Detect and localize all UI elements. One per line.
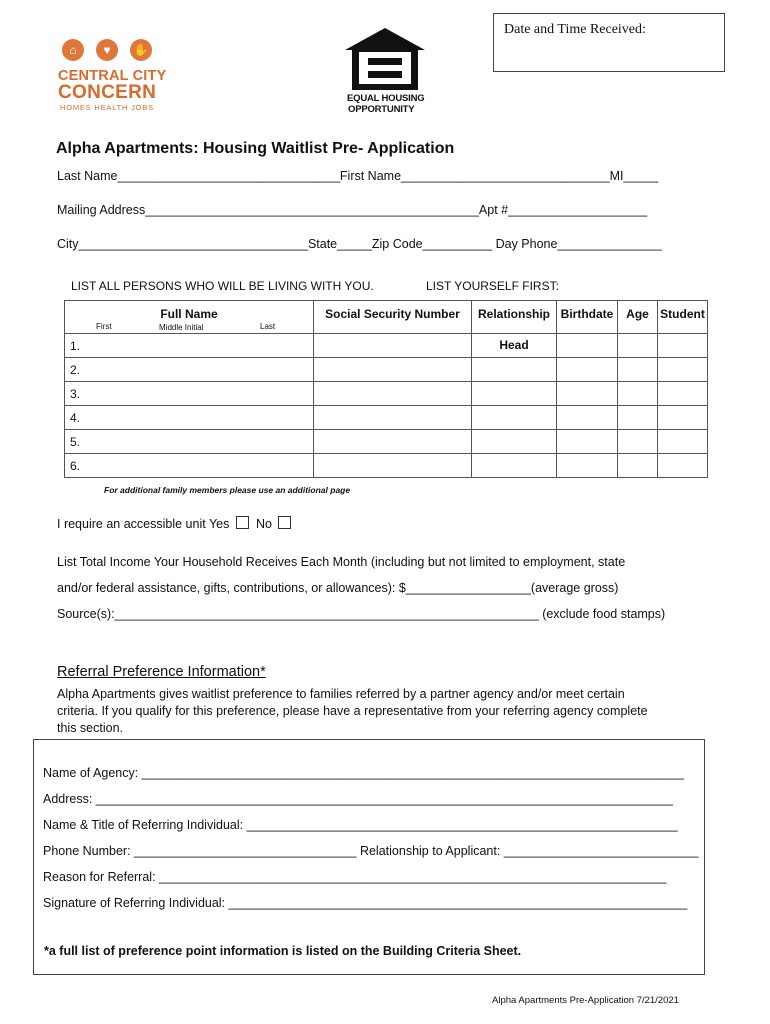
city-state-zip-phone-line[interactable]: City_________________________________State_____Zip Code__________ Day Phone_______________ [57, 237, 662, 251]
table-row [65, 358, 708, 382]
birthdate-cell[interactable] [557, 382, 618, 406]
last-name-subheader: Last [260, 322, 276, 331]
row-number-cell[interactable]: 4. [65, 406, 314, 430]
birthdate-header: Birthdate [557, 301, 618, 334]
accessible-no-checkbox[interactable] [278, 516, 291, 529]
relationship-cell[interactable] [472, 454, 557, 478]
age-cell[interactable] [618, 358, 658, 382]
accessible-no-label: No [256, 517, 272, 531]
row-number-cell[interactable]: 3. [65, 382, 314, 406]
student-cell[interactable] [658, 382, 708, 406]
heart-icon: ♥ [96, 39, 118, 61]
home-icon: ⌂ [62, 39, 84, 61]
full-name-header [65, 301, 314, 334]
referral-para-line2: criteria. If you qualify for this preference, please have a representative from your referring agency complete [57, 704, 648, 718]
date-received-label: Date and Time Received: [504, 22, 646, 37]
agency-address-line[interactable]: Address: ___________________________________________________________________________________ [43, 792, 673, 806]
table-row [65, 382, 708, 406]
age-cell[interactable] [618, 430, 658, 454]
ssn-cell[interactable] [314, 406, 472, 430]
referral-heading: Referral Preference Information* [57, 664, 266, 680]
ssn-cell[interactable] [314, 454, 472, 478]
income-line2[interactable]: and/or federal assistance, gifts, contributions, or allowances): $__________________(average gross) [57, 581, 619, 595]
logo-tagline: HOMES HEALTH JOBS [60, 103, 154, 112]
table-row [65, 454, 708, 478]
name-line[interactable]: Last Name________________________________First Name______________________________MI_____ [57, 169, 659, 183]
student-cell[interactable] [658, 334, 708, 358]
mailing-address-line[interactable]: Mailing Address________________________________________________Apt #____________________ [57, 203, 648, 217]
ssn-cell[interactable] [314, 382, 472, 406]
table-row [65, 334, 708, 358]
age-cell[interactable] [618, 454, 658, 478]
birthdate-cell[interactable] [557, 454, 618, 478]
row-number-cell[interactable]: 6. [65, 454, 314, 478]
additional-members-note: For additional family members please use an additional page [104, 485, 351, 495]
age-header: Age [618, 301, 658, 334]
age-cell[interactable] [618, 334, 658, 358]
eho-text-line2: OPPORTUNITY [348, 104, 415, 115]
logo-text-line1: CENTRAL CITY [58, 68, 167, 84]
row-number-cell[interactable]: 2. [65, 358, 314, 382]
relationship-cell[interactable] [472, 406, 557, 430]
relationship-cell-head[interactable]: Head [472, 334, 557, 358]
logo-text-line2: CONCERN [58, 82, 157, 103]
form-title: Alpha Apartments: Housing Waitlist Pre- Application [56, 140, 455, 157]
income-line1: List Total Income Your Household Receives Each Month (including but not limited to employment, state [57, 555, 626, 569]
relationship-cell[interactable] [472, 430, 557, 454]
birthdate-cell[interactable] [557, 406, 618, 430]
ssn-cell[interactable] [314, 430, 472, 454]
referral-para-line1: Alpha Apartments gives waitlist preference to families referred by a partner agency and/or meet certain [57, 687, 625, 701]
birthdate-cell[interactable] [557, 358, 618, 382]
row-number-cell[interactable]: 5. [65, 430, 314, 454]
referrer-signature-line[interactable]: Signature of Referring Individual: __________________________________________________________________ [43, 896, 688, 910]
relationship-header: Relationship [472, 301, 557, 334]
preference-note: *a full list of preference point information is listed on the Building Criteria Sheet. [44, 944, 522, 958]
equal-housing-house-icon [343, 26, 427, 92]
student-cell[interactable] [658, 358, 708, 382]
student-cell[interactable] [658, 454, 708, 478]
full-name-header-label: Full Name [160, 307, 218, 321]
row-number-cell[interactable]: 1. [65, 334, 314, 358]
birthdate-cell[interactable] [557, 334, 618, 358]
table-header-row [65, 301, 708, 334]
student-cell[interactable] [658, 430, 708, 454]
referrer-title-line[interactable]: Name & Title of Referring Individual: ______________________________________________________________ [43, 818, 678, 832]
student-header: Student [658, 301, 708, 334]
referral-para-line3: this section. [57, 721, 124, 735]
household-table [64, 300, 708, 478]
referral-reason-line[interactable]: Reason for Referral: _________________________________________________________________________ [43, 870, 667, 884]
eho-text-line1: EQUAL HOUSING [347, 93, 425, 104]
age-cell[interactable] [618, 382, 658, 406]
referrer-phone-line[interactable]: Phone Number: ________________________________ Relationship to Applicant: ____________________________ [43, 844, 699, 858]
ssn-cell[interactable] [314, 334, 472, 358]
first-name-subheader: First [96, 322, 112, 331]
table-row [65, 406, 708, 430]
table-row [65, 430, 708, 454]
accessible-unit-label: I require an accessible unit Yes [57, 517, 230, 531]
accessible-yes-checkbox[interactable] [236, 516, 249, 529]
list-yourself-first-label: LIST YOURSELF FIRST: [426, 279, 559, 293]
relationship-cell[interactable] [472, 358, 557, 382]
handshake-icon: ✋ [130, 39, 152, 61]
age-cell[interactable] [618, 406, 658, 430]
ssn-header: Social Security Number [314, 301, 472, 334]
date-received-box[interactable] [493, 13, 725, 72]
footer: Alpha Apartments Pre-Application 7/21/2021 [492, 995, 679, 1006]
relationship-cell[interactable] [472, 382, 557, 406]
list-all-persons-label: LIST ALL PERSONS WHO WILL BE LIVING WITH YOU. [71, 279, 374, 293]
income-source-line[interactable]: Source(s):_____________________________________________________________ (exclude food stamps) [57, 607, 666, 621]
agency-name-line[interactable]: Name of Agency: ______________________________________________________________________________ [43, 766, 684, 780]
student-cell[interactable] [658, 406, 708, 430]
middle-initial-subheader: Middle Initial [159, 323, 204, 332]
birthdate-cell[interactable] [557, 430, 618, 454]
ssn-cell[interactable] [314, 358, 472, 382]
